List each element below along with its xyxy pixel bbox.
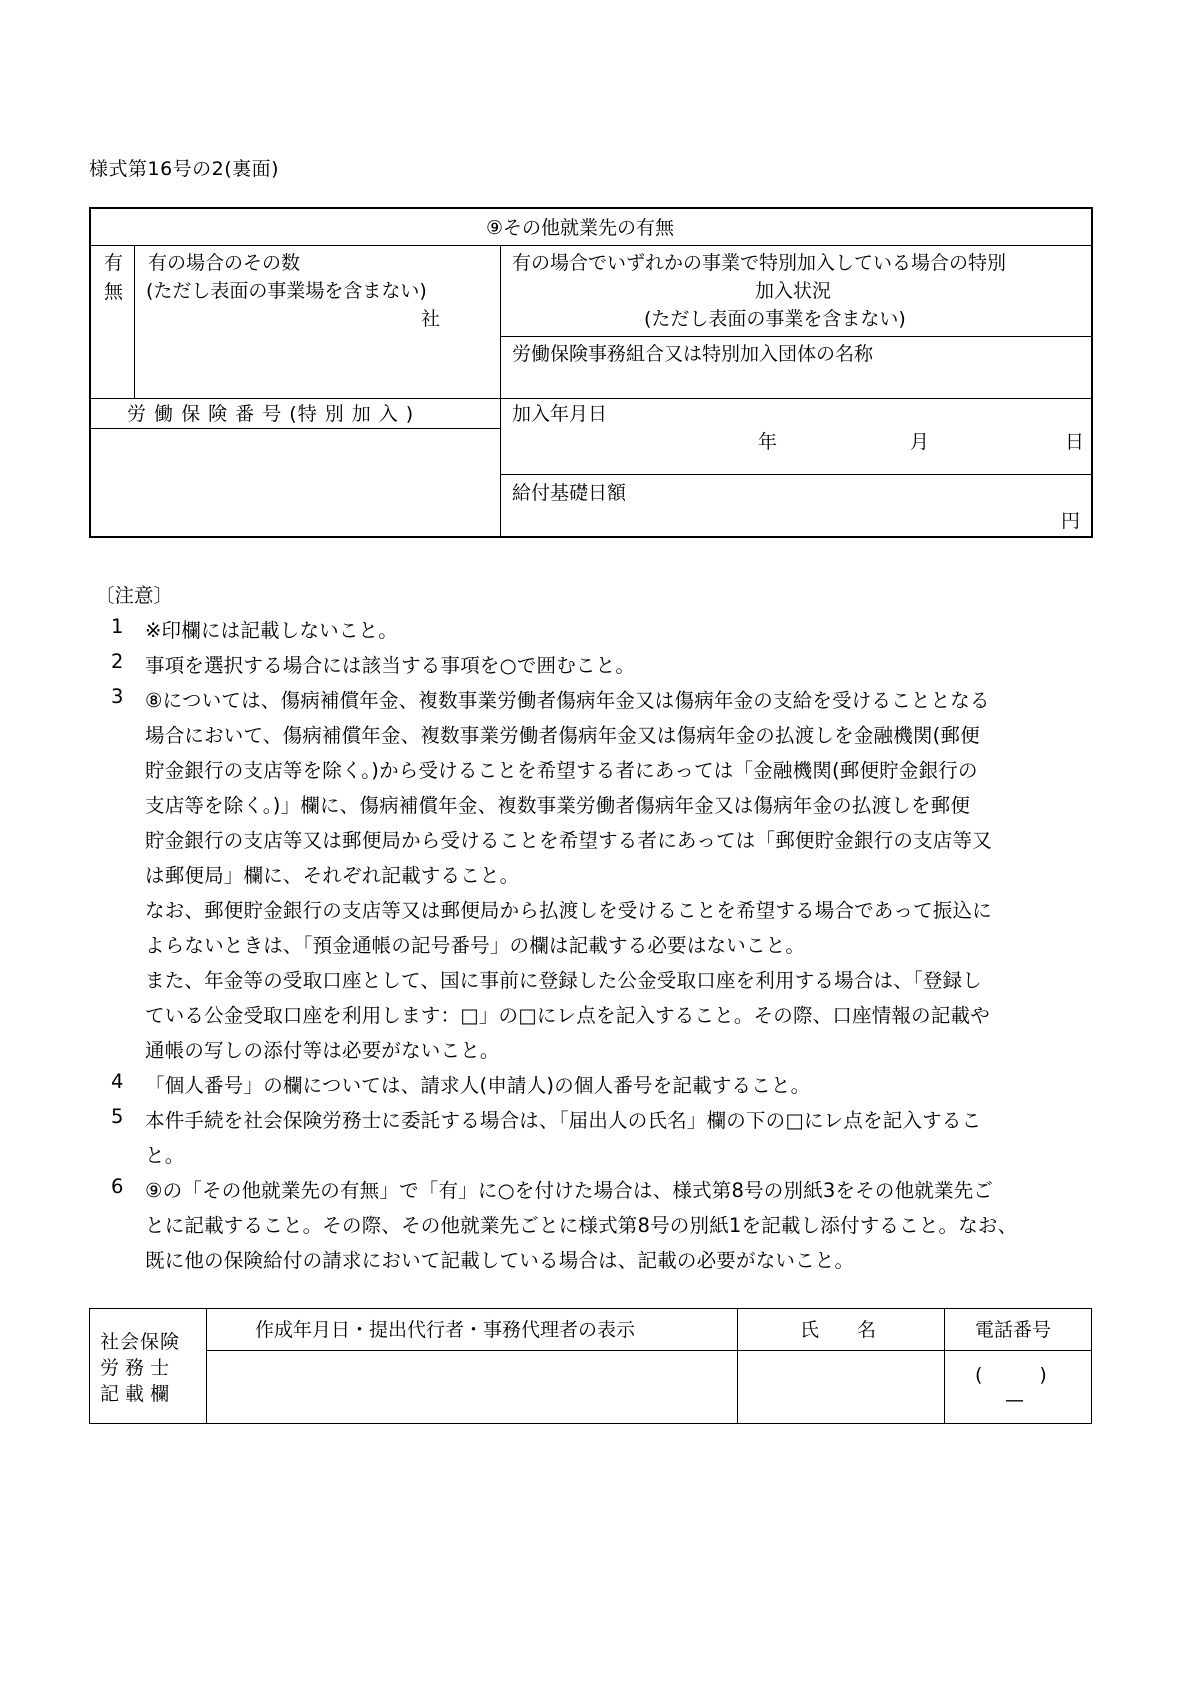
note-line: 既に他の保険給付の請求において記載している場合は、記載の必要がないこと。: [145, 1249, 855, 1272]
sharoushi-table: [89, 1308, 1092, 1424]
count-unit: 社: [421, 308, 441, 330]
no-option[interactable]: 無: [104, 281, 124, 303]
name-field[interactable]: [738, 1351, 944, 1423]
day-label: 日: [1065, 431, 1085, 453]
note-line: 貯金銀行の支店等を除く。)から受けることを希望する者にあっては「金融機関(郵便貯金銀行の: [145, 759, 978, 782]
note-number: 1: [111, 615, 124, 638]
daily-base-label: 給付基礎日額: [512, 482, 627, 504]
note-line: は郵便局」欄に、それぞれ記載すること。: [145, 864, 520, 887]
phone-dash: —: [1005, 1389, 1024, 1411]
insurance-number-label: 労 働 保 険 番 号 (特 別 加 入 ): [127, 403, 415, 425]
special-status-note: (ただし表面の事業を含まない): [644, 308, 906, 330]
sharoushi-side-label-3: 記 載 欄: [100, 1383, 170, 1405]
note-line: ⑨の「その他就業先の有無」で「有」に○を付けた場合は、様式第8号の別紙3をその他就業先ご: [145, 1179, 994, 1202]
note-number: 3: [111, 685, 124, 708]
note-line: 「個人番号」の欄については、請求人(申請人)の個人番号を記載すること。: [145, 1074, 811, 1097]
note-number: 2: [111, 650, 124, 673]
note-line: 本件手続を社会保険労務士に委託する場合は、「届出人の氏名」欄の下の□にレ点を記入するこ: [145, 1109, 982, 1132]
yes-option[interactable]: 有: [104, 252, 124, 274]
note-line: 通帳の写しの添付等は必要がないこと。: [145, 1039, 500, 1062]
other-workplace-table: [89, 207, 1093, 538]
section9-title: ⑨その他就業先の有無: [486, 217, 675, 239]
sharoushi-side-label-2: 労 務 士: [100, 1357, 170, 1379]
prepared-by-field[interactable]: [207, 1351, 737, 1423]
month-label: 月: [910, 431, 930, 453]
note-line: ている公金受取口座を利用します：□」の□にレ点を記入すること。その際、口座情報の記載や: [145, 1004, 990, 1027]
note-line: 事項を選択する場合には該当する事項を○で囲むこと。: [145, 654, 636, 677]
note-number: 5: [111, 1105, 124, 1128]
special-status-label-2: 加入状況: [755, 280, 832, 302]
count-note: (ただし表面の事業場を含まない): [146, 280, 427, 302]
note-line: 支店等を除く。)」欄に、傷病補償年金、複数事業労働者傷病年金又は傷病年金の払渡しを郵便: [145, 794, 971, 817]
prepared-by-header: 作成年月日・提出代行者・事務代理者の表示: [255, 1319, 636, 1341]
note-line: 場合において、傷病補償年金、複数事業労働者傷病年金又は傷病年金の払渡しを金融機関(郵便: [145, 724, 980, 747]
sharoushi-side-label-1: 社会保険: [100, 1331, 181, 1353]
note-line: また、年金等の受取口座として、国に事前に登録した公金受取口座を利用する場合は、「登録し: [145, 969, 982, 992]
note-line: ⑧については、傷病補償年金、複数事業労働者傷病年金又は傷病年金の支給を受けることとなる: [145, 689, 990, 712]
phone-area-code-parens: ( ): [975, 1364, 1047, 1386]
note-line: とに記載すること。その際、その他就業先ごとに様式第8号の別紙1を記載し添付すること。なお、: [145, 1214, 1018, 1237]
note-line: 貯金銀行の支店等又は郵便局から受けることを希望する者にあっては「郵便貯金銀行の支店等又: [145, 829, 992, 852]
note-line: ※印欄には記載しないこと。: [145, 619, 398, 642]
name-header: 氏 名: [800, 1319, 877, 1341]
form-title: 様式第16号の2(裏面): [89, 158, 280, 180]
count-label: 有の場合のその数: [148, 252, 301, 274]
yen-label: 円: [1061, 510, 1081, 532]
join-date-label: 加入年月日: [512, 403, 608, 425]
note-line: と。: [145, 1144, 185, 1167]
phone-header: 電話番号: [975, 1319, 1052, 1341]
special-status-label: 有の場合でいずれかの事業で特別加入している場合の特別: [512, 252, 1007, 274]
phone-field[interactable]: [945, 1351, 1091, 1423]
year-label: 年: [758, 431, 778, 453]
organization-name-label: 労働保険事務組合又は特別加入団体の名称: [512, 343, 874, 365]
notes-heading: 〔注意〕: [95, 584, 174, 607]
note-line: なお、郵便貯金銀行の支店等又は郵便局から払渡しを受けることを希望する場合であって振込に: [145, 899, 992, 922]
note-number: 6: [111, 1175, 124, 1198]
note-line: よらないときは、「預金通帳の記号番号」の欄は記載する必要はないこと。: [145, 934, 806, 957]
note-number: 4: [111, 1070, 124, 1093]
